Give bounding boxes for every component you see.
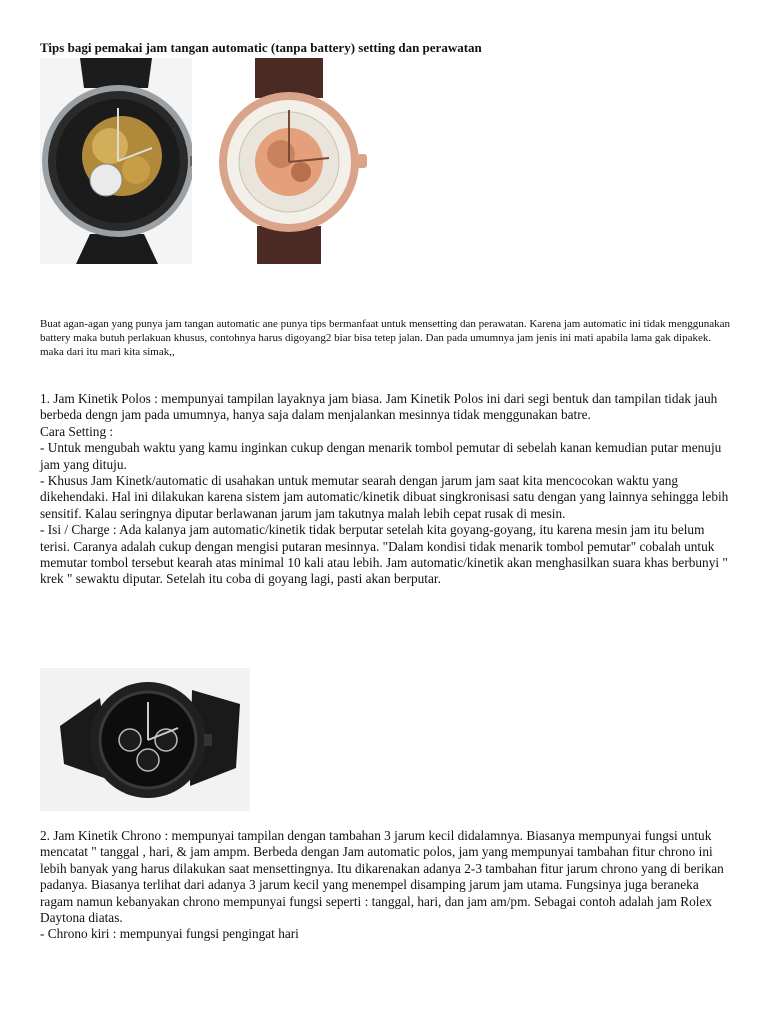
skeleton-watch-black-icon [40, 58, 192, 264]
chrono-watch-black-icon [40, 668, 250, 811]
section-1-paragraph: - Khusus Jam Kinetk/automatic di usahakan untuk memutar searah dengan jarum jam saat kita mencocokan waktu yang dikehendaki. Hal ini dilakukan karena sistem jam automatic/kinetik dibuat singkronisasi satu dengan yang lainnya sehingga lebih sensitif. Kalau seringnya diputar berlawanan jarum jam takutnya malah lebih cepat rusak di mesin. [40, 473, 729, 521]
setting-label: Cara Setting : [40, 423, 114, 439]
intro-paragraph: Buat agan-agan yang punya jam tangan automatic ane punya tips bermanfaat untuk mensetting dan perawatan. Karena jam automatic ini tidak menggunakan battery maka butuh perlakuan khusus, contohnya harus digoyang2 biar bisa tetep jalan. Dan pada umumnya jam jenis ini mati apabila lama gak dipakek. maka dari itu mari kita simak,, [40, 318, 731, 358]
section-1-paragraph: - Untuk mengubah waktu yang kamu inginkan cukup dengan menarik tombol pemutar di sebelah kanan kemudian putar menuju jam yang dituju. [40, 440, 722, 472]
section-2-paragraph: - Chrono kiri : mempunyai fungsi pengingat hari [40, 926, 299, 942]
section-1-paragraph: - Isi / Charge : Ada kalanya jam automatic/kinetik tidak berputar setelah kita goyang-goyang, itu karena mesin jam itu belum terisi. Caranya adalah cukup dengan mengisi putaran mesinnya. "Dalam kondisi tidak menarik tombol pemutar" cobalah untuk memutar tombol tersebut kearah atas minimal 10 kali atau lebih. Jam automatic/kinetik akan menghasilkan suara khas berbunyi " krek " sewaktu diputar. Setelah itu coba di goyang lagi, pasti akan berputar. [40, 522, 728, 587]
skeleton-watch-rose-gold-icon [211, 58, 371, 264]
section-2-paragraph: 2. Jam Kinetik Chrono : mempunyai tampilan dengan tambahan 3 jarum kecil didalamnya. Biasanya mempunyai fungsi untuk mencatat " tanggal , hari, & jam ampm. Berbeda dengan Jam automatic polos, jam yang mempunyai tambahan fitur chrono ini lebih banyak yang harus dilakukan saat mensettingnya. Itu dikarenakan adanya 2-3 tambahan fitur jarum chrono yang di berikan padanya. Biasanya terlihat dari adanya 3 jarum kecil yang menempel disamping jarum jam utama. Fungsinya juga beraneka ragam namun kebanyakan chrono mempunyai fungsi seperti : tanggal, hari, dan jam am/pm. Sebagai contoh adalah jam Rolex Daytona diatas. [40, 828, 724, 926]
section-2 [40, 828, 730, 943]
section-1 [40, 391, 730, 588]
section-1-heading: 1. Jam Kinetik Polos : mempunyai tampilan layaknya jam biasa. Jam Kinetik Polos ini dari segi bentuk dan tampilan tidak jauh berbeda dengn jam pada umumnya, hanya saja dalam menjalankan mesinnya tidak menggunakan batre. [40, 391, 718, 423]
page-title: Tips bagi pemakai jam tangan automatic (tanpa battery) setting dan perawatan [40, 40, 482, 55]
